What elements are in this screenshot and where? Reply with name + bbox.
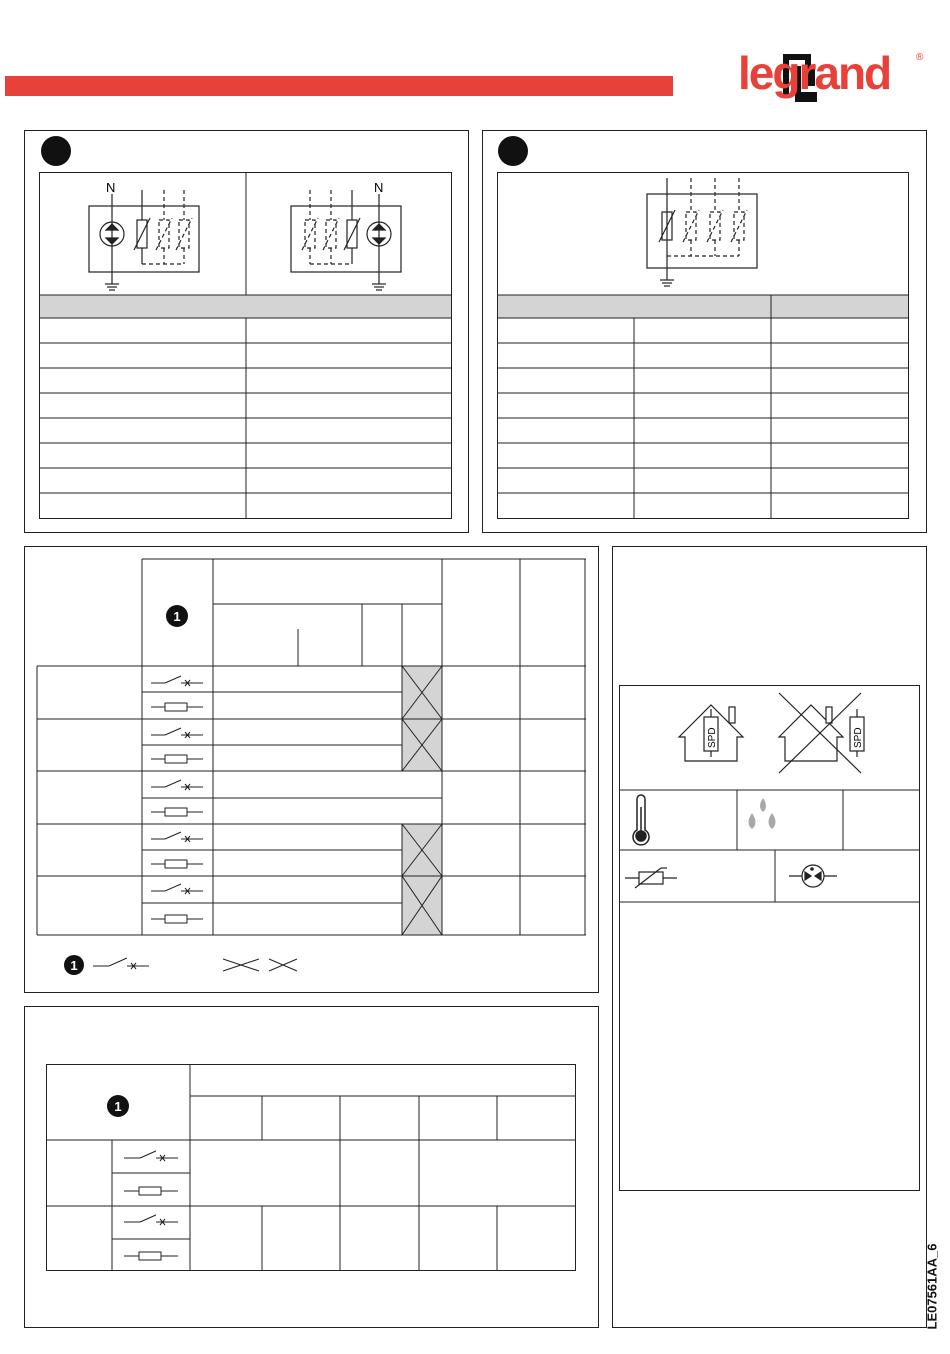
varistor-icon (625, 868, 677, 888)
registered-mark: ® (916, 52, 924, 63)
spd-label-no: SPD (853, 727, 864, 748)
breaker-fuse-symbols (151, 676, 203, 923)
section-marker (498, 136, 528, 166)
callout-number: 1 (114, 1099, 122, 1114)
breaker-icon (151, 676, 203, 686)
callout-number: 1 (173, 609, 181, 624)
wiring-table-b (497, 172, 910, 520)
neutral-label-left: N (106, 180, 116, 195)
gas-discharge-tube-icon (789, 865, 837, 887)
fuse-icon (124, 1187, 178, 1195)
fuse-icon (151, 860, 203, 868)
document-code: LE07561AA_6 (924, 1243, 940, 1330)
schematic-neutral-left (89, 190, 199, 290)
schematic-four-pole (647, 178, 757, 286)
house-spd-outdoor-crossed-icon (779, 693, 864, 773)
legend-cross-icon (223, 959, 297, 971)
header-red-bar (5, 76, 673, 96)
breaker-icon (151, 832, 203, 842)
thermometer-icon (633, 795, 649, 845)
protection-table (37, 559, 587, 989)
breaker-icon (151, 780, 203, 790)
protection-table-2 (46, 1064, 578, 1274)
not-applicable-cells (402, 666, 442, 935)
droplets-icon (749, 798, 776, 829)
breaker-icon (124, 1151, 178, 1161)
fuse-icon (151, 915, 203, 923)
wiring-table-a (39, 172, 453, 520)
breaker-icon (124, 1215, 178, 1225)
spd-label-ok: SPD (707, 727, 718, 748)
brand-name: legrand (738, 47, 891, 99)
fuse-icon (151, 755, 203, 763)
neutral-label-right: N (374, 180, 384, 195)
legend-callout-number: 1 (70, 958, 78, 973)
schematic-neutral-right (291, 190, 401, 290)
legend-breaker-icon (93, 958, 149, 969)
breaker-icon (151, 728, 203, 738)
fuse-icon (124, 1252, 178, 1260)
fuse-icon (151, 808, 203, 816)
fuse-icon (151, 703, 203, 711)
installation-box (619, 685, 921, 1193)
breaker-icon (151, 884, 203, 894)
section-marker (41, 136, 71, 166)
